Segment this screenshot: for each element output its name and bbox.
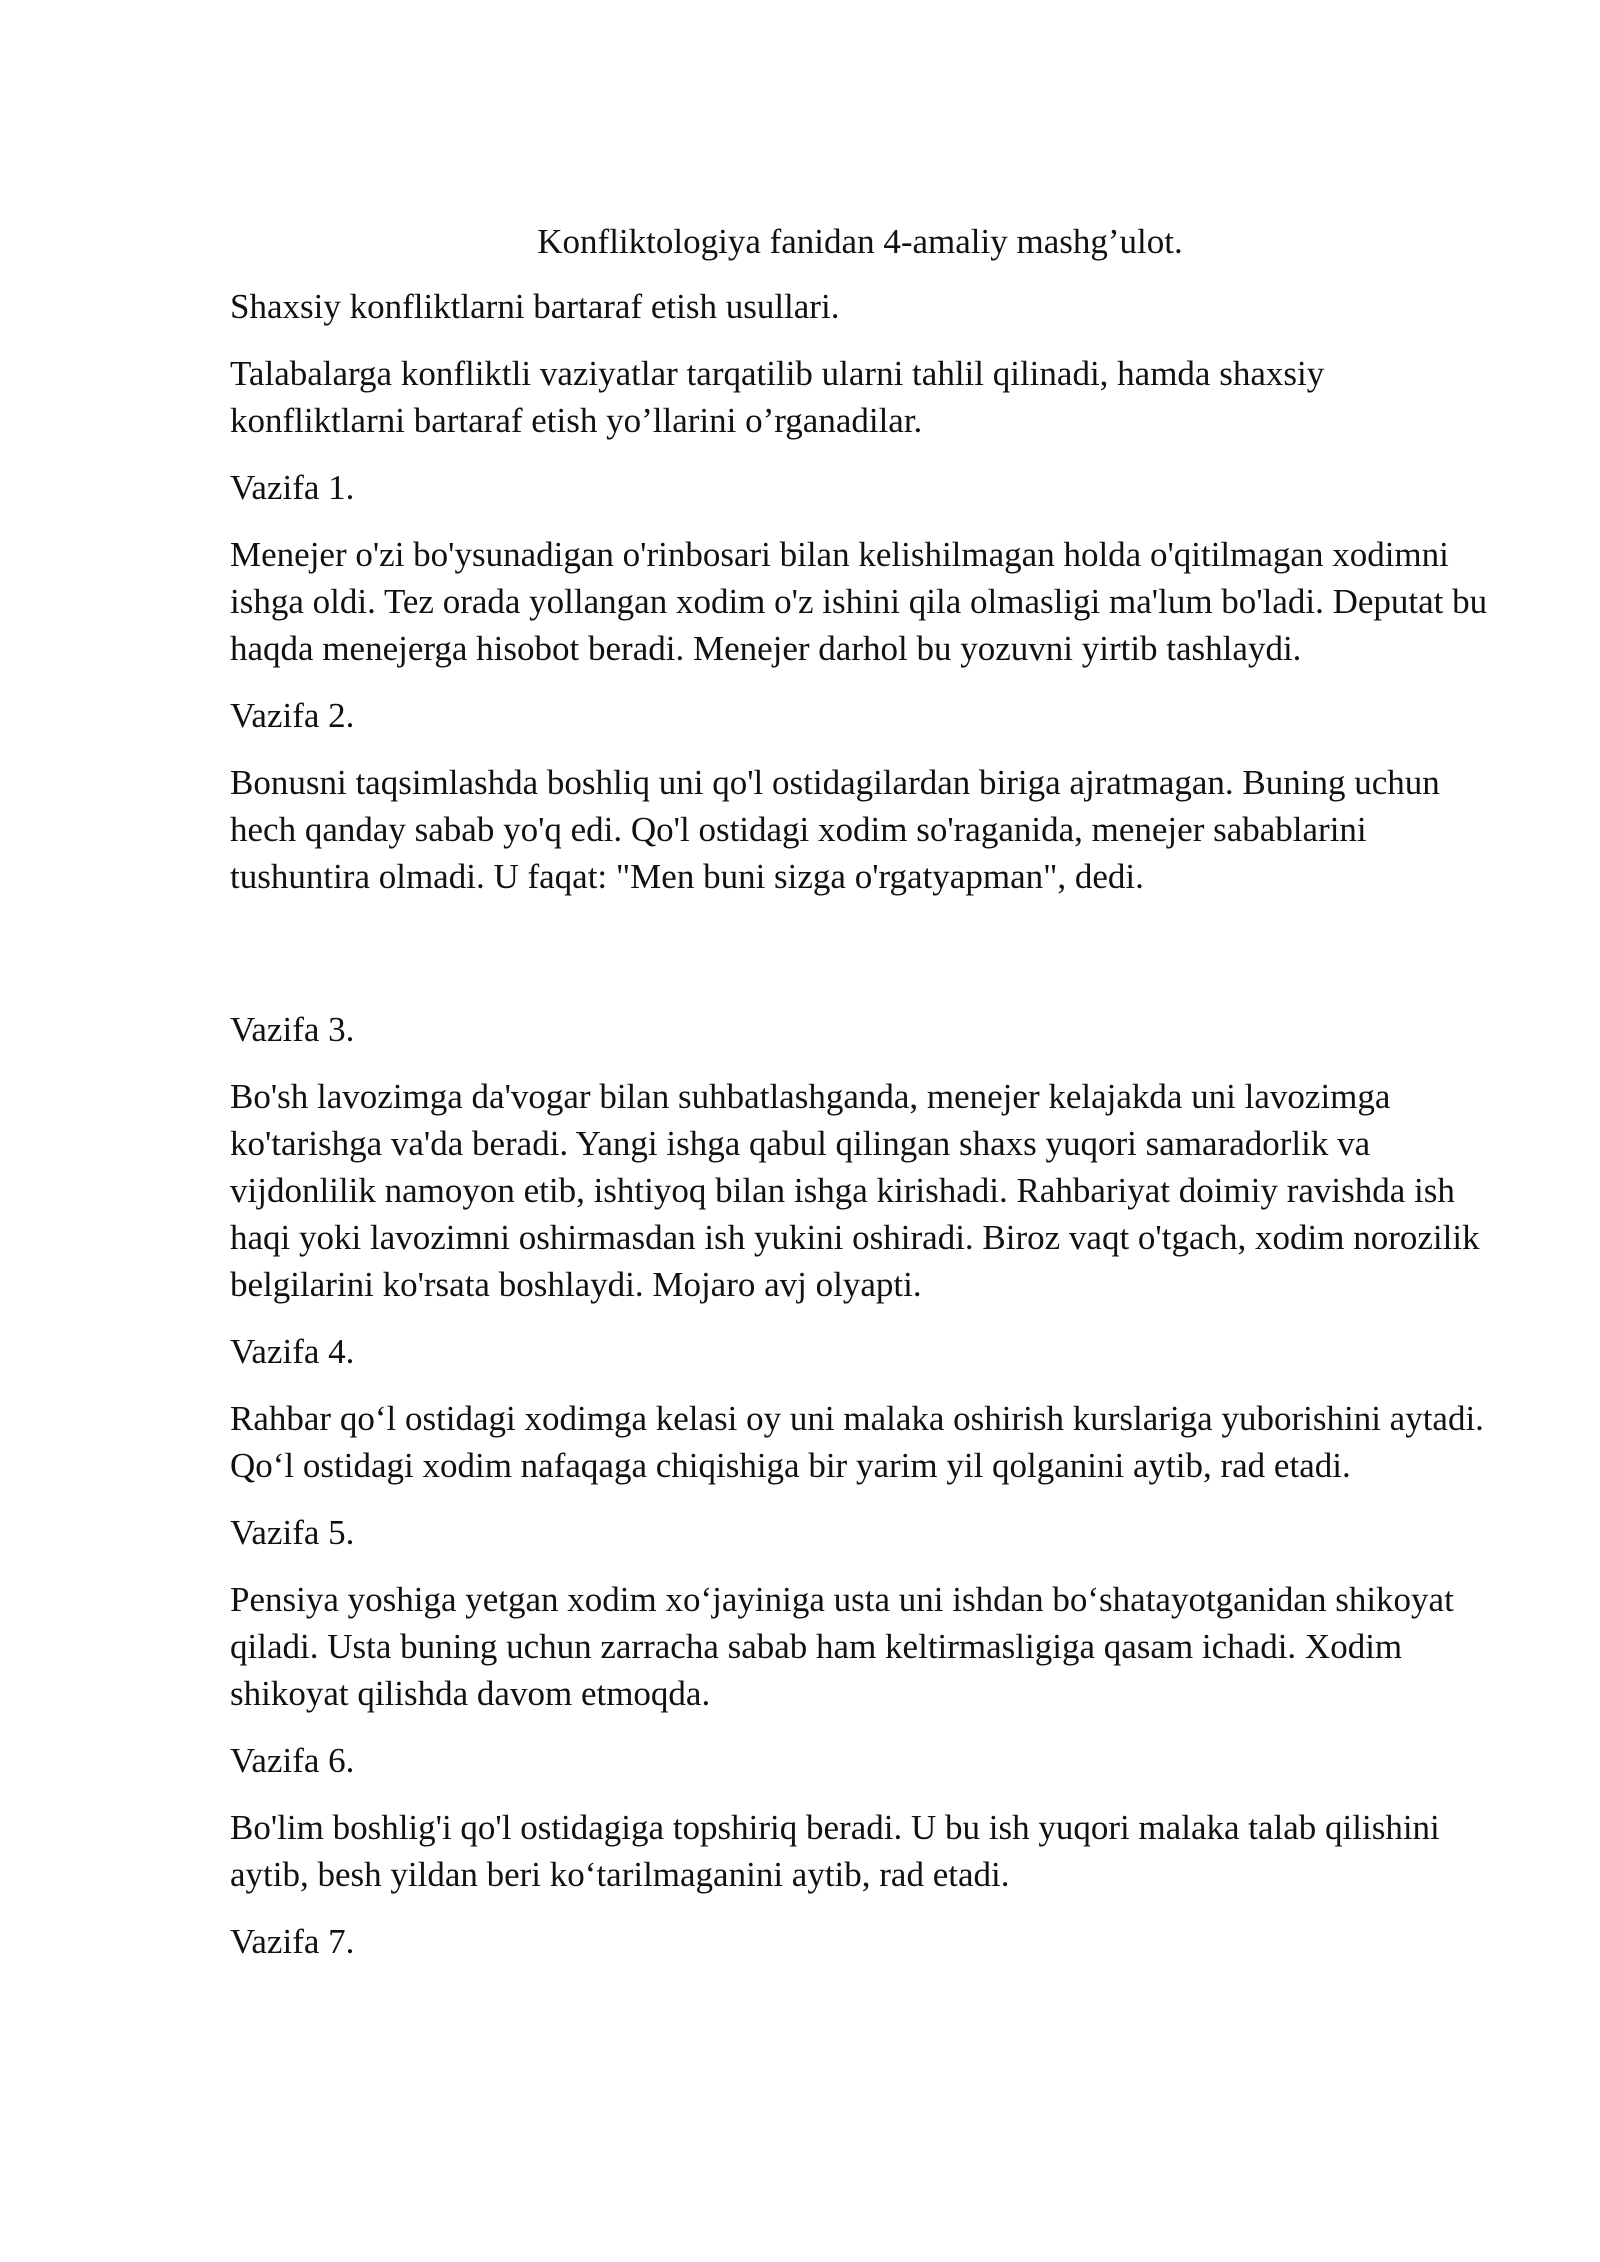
blank-line — [230, 920, 1490, 1006]
task-2-label: Vazifa 2. — [230, 696, 355, 735]
task-5-text: Pensiya yoshiga yetgan xodim xo‘jayiniga usta uni ishdan bo‘shatayotganidan shikoyat qiladi. Usta buning uchun zarracha sabab ham keltirmasligiga qasam ichadi. Xodim shikoyat qilishda davom etmoqda. — [230, 1580, 1454, 1713]
task-3-text: Bo'sh lavozimga da'vogar bilan suhbatlashganda, menejer kelajakda uni lavozimga ko'tarishga va'da beradi. Yangi ishga qabul qilingan shaxs yuqori samaradorlik va vijdonlilik namoyon etib, ishtiyoq bilan ishga kirishadi. Rahbariyat doimiy ravishda ish haqi yoki lavozimni oshirmasdan ish yukini oshiradi. Biroz vaqt o'tgach, xodim norozilik belgilarini ko'rsata boshlaydi. Mojaro avj olyapti. — [230, 1077, 1480, 1304]
intro-paragraph: Talabalarga konfliktli vaziyatlar tarqatilib ularni tahlil qilinadi, hamda shaxsiy konfliktlarni bartaraf etish yo’llarini o’rganadilar. — [230, 354, 1325, 440]
task-1-text: Menejer o'zi bo'ysunadigan o'rinbosari bilan kelishilmagan holda o'qitilmagan xodimni ishga oldi. Tez orada yollangan xodim o'z ishini qila olmasligi ma'lum bo'ladi. Deputat bu haqda menejerga hisobot beradi. Menejer darhol bu yozuvni yirtib tashlaydi. — [230, 535, 1488, 668]
task-4-text: Rahbar qo‘l ostidagi xodimga kelasi oy uni malaka oshirish kurslariga yuborishini aytadi. Qo‘l ostidagi xodim nafaqaga chiqishiga bir yarim yil qolganini aytib, rad etadi. — [230, 1399, 1484, 1485]
topic-line: Shaxsiy konfliktlarni bartaraf etish usullari. — [230, 287, 840, 326]
task-6-label: Vazifa 6. — [230, 1741, 355, 1780]
task-1-label: Vazifa 1. — [230, 468, 355, 507]
task-3-label: Vazifa 3. — [230, 1010, 355, 1049]
task-5-label: Vazifa 5. — [230, 1513, 355, 1552]
document-content — [230, 218, 1490, 1985]
document-title: Konfliktologiya fanidan 4-amaliy mashg’ulot. — [537, 222, 1183, 261]
task-7-label: Vazifa 7. — [230, 1922, 355, 1961]
task-2-text: Bonusni taqsimlashda boshliq uni qo'l ostidagilardan biriga ajratmagan. Buning uchun hech qanday sabab yo'q edi. Qo'l ostidagi xodim so'raganida, menejer sabablarini tushuntira olmadi. U faqat: "Men buni sizga o'rgatyapman", dedi. — [230, 763, 1440, 896]
task-6-text: Bo'lim boshlig'i qo'l ostidagiga topshiriq beradi. U bu ish yuqori malaka talab qilishini aytib, besh yildan beri ko‘tarilmaganini aytib, rad etadi. — [230, 1808, 1440, 1894]
task-4-label: Vazifa 4. — [230, 1332, 355, 1371]
